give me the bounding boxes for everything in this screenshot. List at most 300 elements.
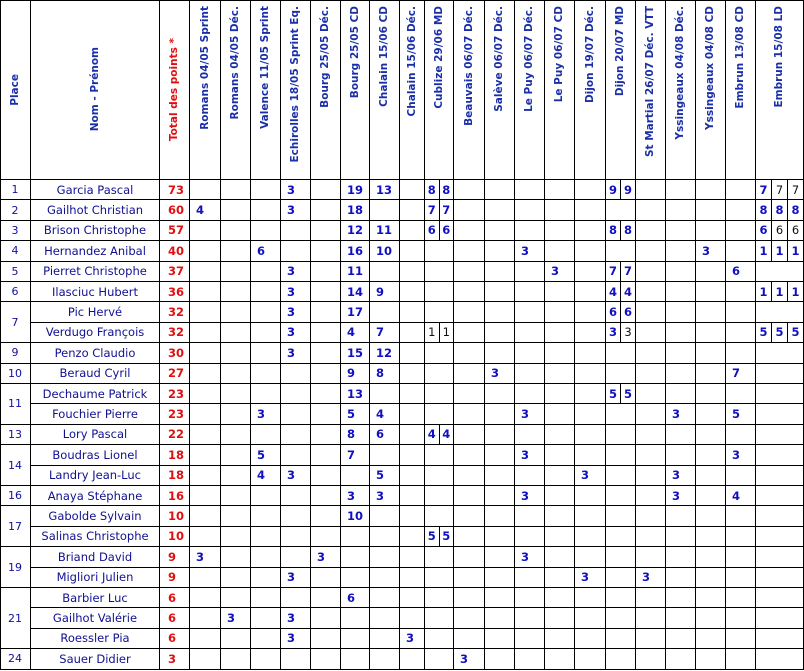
- total-cell: [160, 323, 190, 343]
- event-cell: [515, 364, 545, 384]
- sub-cell: [788, 200, 803, 219]
- event-cell: [575, 466, 606, 486]
- athlete-name: Sauer Didier: [59, 651, 131, 666]
- event-cell: [696, 527, 726, 547]
- event-cell: [575, 547, 606, 567]
- place-cell: [0, 445, 31, 486]
- sub-cell: [425, 323, 440, 342]
- event-cell: [221, 404, 251, 424]
- event-cell: [726, 486, 756, 506]
- event-cell: [696, 547, 726, 567]
- event-cell: [251, 629, 281, 649]
- header-event: [370, 0, 400, 180]
- points-value: 3: [376, 488, 385, 503]
- event-cell: [190, 302, 221, 322]
- header-event-label: Valence 11/05 Sprint: [259, 6, 272, 129]
- event-cell: [251, 241, 281, 261]
- sub-cell: [440, 527, 454, 546]
- points-value: 10: [376, 243, 393, 258]
- header-event-label: Salève 06/07 Déc.: [493, 6, 506, 112]
- event-cell: [575, 262, 606, 282]
- points-value: 3: [347, 488, 356, 503]
- table-row: [31, 547, 160, 567]
- athlete-name: Gabolde Sylvain: [48, 509, 142, 524]
- total-cell: [160, 608, 190, 628]
- points-value: 5: [732, 407, 741, 422]
- event-cell: [666, 262, 696, 282]
- table-row: [31, 221, 160, 241]
- event-cell: [454, 425, 485, 445]
- table-row: [31, 466, 160, 486]
- event-cell: [756, 180, 804, 200]
- event-cell: [281, 200, 311, 220]
- event-cell: [575, 323, 606, 343]
- total-points: 16: [168, 488, 185, 503]
- event-cell: [756, 404, 804, 424]
- event-cell: [515, 425, 545, 445]
- points-value: 3: [406, 631, 415, 646]
- event-cell: [454, 343, 485, 363]
- header-event-label: Bourg 25/05 CD: [348, 6, 361, 99]
- total-points: 10: [168, 509, 185, 524]
- table-row: [31, 445, 160, 465]
- total-points: 6: [168, 611, 177, 626]
- header-place-label: Place: [8, 73, 21, 106]
- event-cell: [515, 466, 545, 486]
- place-cell: [0, 364, 31, 384]
- event-cell: [696, 364, 726, 384]
- event-cell: [696, 608, 726, 628]
- event-cell: [545, 588, 575, 608]
- event-cell: [425, 384, 454, 404]
- event-cell: [666, 282, 696, 302]
- header-event-label: Le Puy 06/07 Déc.: [523, 6, 536, 112]
- sub-cell: [425, 180, 440, 199]
- total-cell: [160, 221, 190, 241]
- event-cell: [281, 221, 311, 241]
- event-cell: [221, 629, 251, 649]
- place-cell: [0, 547, 31, 588]
- sub-cell: [788, 241, 803, 260]
- event-cell: [454, 588, 485, 608]
- points-value: 5: [759, 325, 768, 340]
- event-cell: [606, 364, 636, 384]
- sub-cell: [606, 323, 621, 342]
- place-value: 19: [8, 560, 22, 574]
- athlete-name: Garcia Pascal: [56, 182, 134, 197]
- place-value: 16: [8, 489, 22, 503]
- event-cell: [726, 364, 756, 384]
- event-cell: [606, 323, 636, 343]
- event-cell: [251, 404, 281, 424]
- event-cell: [251, 221, 281, 241]
- points-value: 3: [287, 284, 296, 299]
- sub-cell: [788, 180, 803, 199]
- total-cell: [160, 282, 190, 302]
- event-cell: [311, 323, 341, 343]
- sub-cell: [425, 527, 440, 546]
- sub-cell: [440, 180, 454, 199]
- table-row: [31, 425, 160, 445]
- total-cell: [160, 629, 190, 649]
- event-cell: [756, 241, 804, 261]
- event-cell: [190, 343, 221, 363]
- points-value: 1: [791, 243, 800, 258]
- sub-cell: [440, 425, 454, 444]
- event-cell: [311, 343, 341, 363]
- event-cell: [575, 445, 606, 465]
- event-cell: [341, 282, 370, 302]
- event-cell: [251, 649, 281, 669]
- points-value: 13: [376, 182, 393, 197]
- event-cell: [311, 282, 341, 302]
- event-cell: [515, 404, 545, 424]
- event-cell: [425, 200, 454, 220]
- event-cell: [666, 241, 696, 261]
- event-cell: [666, 180, 696, 200]
- header-total: [160, 0, 190, 180]
- event-cell: [370, 466, 400, 486]
- athlete-name: Salinas Christophe: [41, 529, 149, 544]
- event-cell: [756, 343, 804, 363]
- event-cell: [606, 506, 636, 526]
- event-cell: [400, 323, 425, 343]
- event-cell: [575, 506, 606, 526]
- event-cell: [221, 649, 251, 669]
- event-cell: [515, 588, 545, 608]
- header-event: [251, 0, 281, 180]
- event-cell: [311, 425, 341, 445]
- points-value: 11: [347, 264, 364, 279]
- event-cell: [454, 282, 485, 302]
- place-cell: [0, 262, 31, 282]
- points-value: 19: [347, 182, 364, 197]
- event-cell: [726, 506, 756, 526]
- points-value: 8: [442, 182, 451, 197]
- sub-cell: [440, 323, 454, 342]
- event-cell: [666, 608, 696, 628]
- place-value: 11: [8, 397, 22, 411]
- event-cell: [696, 200, 726, 220]
- event-cell: [311, 364, 341, 384]
- event-cell: [726, 241, 756, 261]
- event-cell: [666, 404, 696, 424]
- event-cell: [221, 466, 251, 486]
- event-cell: [425, 425, 454, 445]
- points-value: 8: [608, 223, 617, 238]
- total-cell: [160, 302, 190, 322]
- total-points: 32: [168, 325, 185, 340]
- event-cell: [454, 384, 485, 404]
- points-value: 9: [623, 182, 632, 197]
- total-cell: [160, 364, 190, 384]
- points-value: 12: [347, 223, 364, 238]
- header-event-label: Romans 04/05 Sprint: [198, 6, 211, 130]
- event-cell: [370, 547, 400, 567]
- points-value: 3: [257, 407, 266, 422]
- event-cell: [485, 302, 515, 322]
- event-cell: [485, 343, 515, 363]
- event-cell: [575, 629, 606, 649]
- event-cell: [251, 384, 281, 404]
- event-cell: [515, 608, 545, 628]
- event-cell: [341, 547, 370, 567]
- event-cell: [636, 506, 666, 526]
- event-cell: [251, 282, 281, 302]
- event-cell: [485, 486, 515, 506]
- event-cell: [221, 262, 251, 282]
- event-cell: [575, 241, 606, 261]
- event-cell: [756, 506, 804, 526]
- points-value: 4: [347, 325, 356, 340]
- points-value: 9: [376, 284, 385, 299]
- event-cell: [454, 302, 485, 322]
- points-value: 8: [775, 203, 784, 218]
- event-cell: [190, 608, 221, 628]
- sub-cell: [621, 302, 635, 321]
- event-cell: [251, 445, 281, 465]
- place-value: 9: [11, 346, 19, 360]
- event-cell: [606, 404, 636, 424]
- event-cell: [454, 404, 485, 424]
- event-cell: [190, 649, 221, 669]
- event-cell: [190, 547, 221, 567]
- athlete-name: Gailhot Valérie: [52, 611, 138, 626]
- header-event-label: Le Puy 06/07 CD: [553, 6, 566, 103]
- event-cell: [726, 384, 756, 404]
- event-cell: [400, 384, 425, 404]
- event-cell: [341, 343, 370, 363]
- points-value: 3: [551, 264, 560, 279]
- header-event-label: Embrun 13/08 CD: [734, 6, 747, 109]
- event-cell: [485, 588, 515, 608]
- event-cell: [341, 262, 370, 282]
- event-cell: [370, 241, 400, 261]
- event-cell: [370, 425, 400, 445]
- event-cell: [666, 527, 696, 547]
- event-cell: [454, 241, 485, 261]
- event-cell: [400, 547, 425, 567]
- event-cell: [515, 384, 545, 404]
- event-cell: [636, 180, 666, 200]
- sub-cell: [772, 221, 788, 240]
- event-cell: [190, 629, 221, 649]
- event-cell: [666, 200, 696, 220]
- event-cell: [606, 649, 636, 669]
- event-cell: [370, 486, 400, 506]
- event-cell: [485, 404, 515, 424]
- event-cell: [221, 506, 251, 526]
- event-cell: [425, 547, 454, 567]
- event-cell: [696, 425, 726, 445]
- event-cell: [726, 588, 756, 608]
- total-points: 9: [168, 549, 177, 564]
- event-cell: [545, 425, 575, 445]
- event-cell: [281, 649, 311, 669]
- event-cell: [545, 262, 575, 282]
- header-total-label: Total des points *: [168, 37, 181, 142]
- points-value: 1: [759, 284, 768, 299]
- event-cell: [311, 221, 341, 241]
- event-cell: [425, 180, 454, 200]
- event-cell: [341, 384, 370, 404]
- event-cell: [311, 241, 341, 261]
- event-cell: [575, 568, 606, 588]
- event-cell: [400, 425, 425, 445]
- event-cell: [696, 241, 726, 261]
- athlete-name: Ilasciuc Hubert: [52, 284, 138, 299]
- points-value: 4: [623, 284, 632, 299]
- table-row: [31, 568, 160, 588]
- event-cell: [666, 466, 696, 486]
- place-value: 5: [11, 264, 19, 278]
- event-cell: [606, 608, 636, 628]
- event-cell: [251, 568, 281, 588]
- event-cell: [485, 506, 515, 526]
- event-cell: [485, 527, 515, 547]
- event-cell: [251, 486, 281, 506]
- event-cell: [485, 323, 515, 343]
- sub-cell: [621, 180, 635, 199]
- sub-cell: [440, 221, 454, 240]
- points-value: 7: [347, 447, 356, 462]
- sub-cell: [756, 180, 772, 199]
- event-cell: [515, 180, 545, 200]
- event-cell: [515, 200, 545, 220]
- event-cell: [515, 629, 545, 649]
- event-cell: [370, 445, 400, 465]
- event-cell: [485, 241, 515, 261]
- header-event: [485, 0, 515, 180]
- event-cell: [454, 221, 485, 241]
- sub-cell: [425, 221, 440, 240]
- header-event-label: Yssingeaux 04/08 Déc.: [674, 6, 687, 140]
- event-cell: [400, 404, 425, 424]
- event-cell: [190, 568, 221, 588]
- event-cell: [545, 323, 575, 343]
- points-value: 3: [287, 264, 296, 279]
- event-cell: [221, 241, 251, 261]
- header-event: [666, 0, 696, 180]
- event-cell: [251, 364, 281, 384]
- event-cell: [636, 404, 666, 424]
- event-cell: [400, 302, 425, 322]
- event-cell: [545, 200, 575, 220]
- sub-cell: [788, 282, 803, 301]
- event-cell: [281, 364, 311, 384]
- event-cell: [281, 506, 311, 526]
- athlete-name: Dechaume Patrick: [42, 386, 148, 401]
- points-value: 1: [759, 243, 768, 258]
- event-cell: [454, 364, 485, 384]
- event-cell: [606, 343, 636, 363]
- event-cell: [696, 180, 726, 200]
- event-cell: [454, 200, 485, 220]
- header-event: [281, 0, 311, 180]
- event-cell: [666, 506, 696, 526]
- event-cell: [636, 384, 666, 404]
- points-value: 3: [642, 570, 651, 585]
- athlete-name: Barbier Luc: [62, 590, 128, 605]
- total-cell: [160, 425, 190, 445]
- event-cell: [311, 302, 341, 322]
- event-cell: [370, 262, 400, 282]
- athlete-name: Gailhot Christian: [46, 203, 144, 218]
- place-cell: [0, 302, 31, 343]
- event-cell: [696, 384, 726, 404]
- event-cell: [370, 221, 400, 241]
- header-event-label: Romans 04/05 Déc.: [229, 6, 242, 120]
- event-cell: [636, 343, 666, 363]
- event-cell: [575, 404, 606, 424]
- total-points: 23: [168, 407, 185, 422]
- event-cell: [281, 180, 311, 200]
- total-points: 18: [168, 468, 185, 483]
- event-cell: [485, 629, 515, 649]
- event-cell: [454, 323, 485, 343]
- sub-cell: [772, 282, 788, 301]
- event-cell: [606, 384, 636, 404]
- event-cell: [341, 506, 370, 526]
- points-value: 8: [347, 427, 356, 442]
- points-value: 3: [287, 468, 296, 483]
- event-cell: [666, 547, 696, 567]
- event-cell: [190, 241, 221, 261]
- event-cell: [400, 527, 425, 547]
- event-cell: [251, 506, 281, 526]
- event-cell: [545, 527, 575, 547]
- event-cell: [341, 466, 370, 486]
- event-cell: [485, 649, 515, 669]
- event-cell: [400, 466, 425, 486]
- event-cell: [636, 486, 666, 506]
- event-cell: [311, 649, 341, 669]
- points-value: 12: [376, 345, 393, 360]
- total-cell: [160, 343, 190, 363]
- event-cell: [636, 629, 666, 649]
- event-cell: [400, 608, 425, 628]
- sub-cell: [621, 221, 635, 240]
- event-cell: [454, 547, 485, 567]
- points-value: 13: [347, 386, 364, 401]
- athlete-name: Brison Christophe: [43, 223, 147, 238]
- sub-cell: [425, 200, 440, 219]
- header-event: [545, 0, 575, 180]
- event-cell: [400, 445, 425, 465]
- event-cell: [281, 568, 311, 588]
- event-cell: [311, 404, 341, 424]
- points-value: 8: [759, 203, 768, 218]
- event-cell: [636, 302, 666, 322]
- points-value: 3: [196, 549, 205, 564]
- total-points: 37: [168, 264, 185, 279]
- event-cell: [281, 547, 311, 567]
- points-value: 6: [347, 590, 356, 605]
- event-cell: [666, 323, 696, 343]
- total-points: 60: [168, 203, 185, 218]
- event-cell: [341, 200, 370, 220]
- points-value: 16: [347, 243, 364, 258]
- event-cell: [370, 608, 400, 628]
- event-cell: [515, 241, 545, 261]
- total-points: 57: [168, 223, 185, 238]
- header-event: [341, 0, 370, 180]
- event-cell: [545, 404, 575, 424]
- athlete-name: Beraud Cyril: [59, 366, 131, 381]
- table-row: [31, 486, 160, 506]
- event-cell: [341, 649, 370, 669]
- total-cell: [160, 506, 190, 526]
